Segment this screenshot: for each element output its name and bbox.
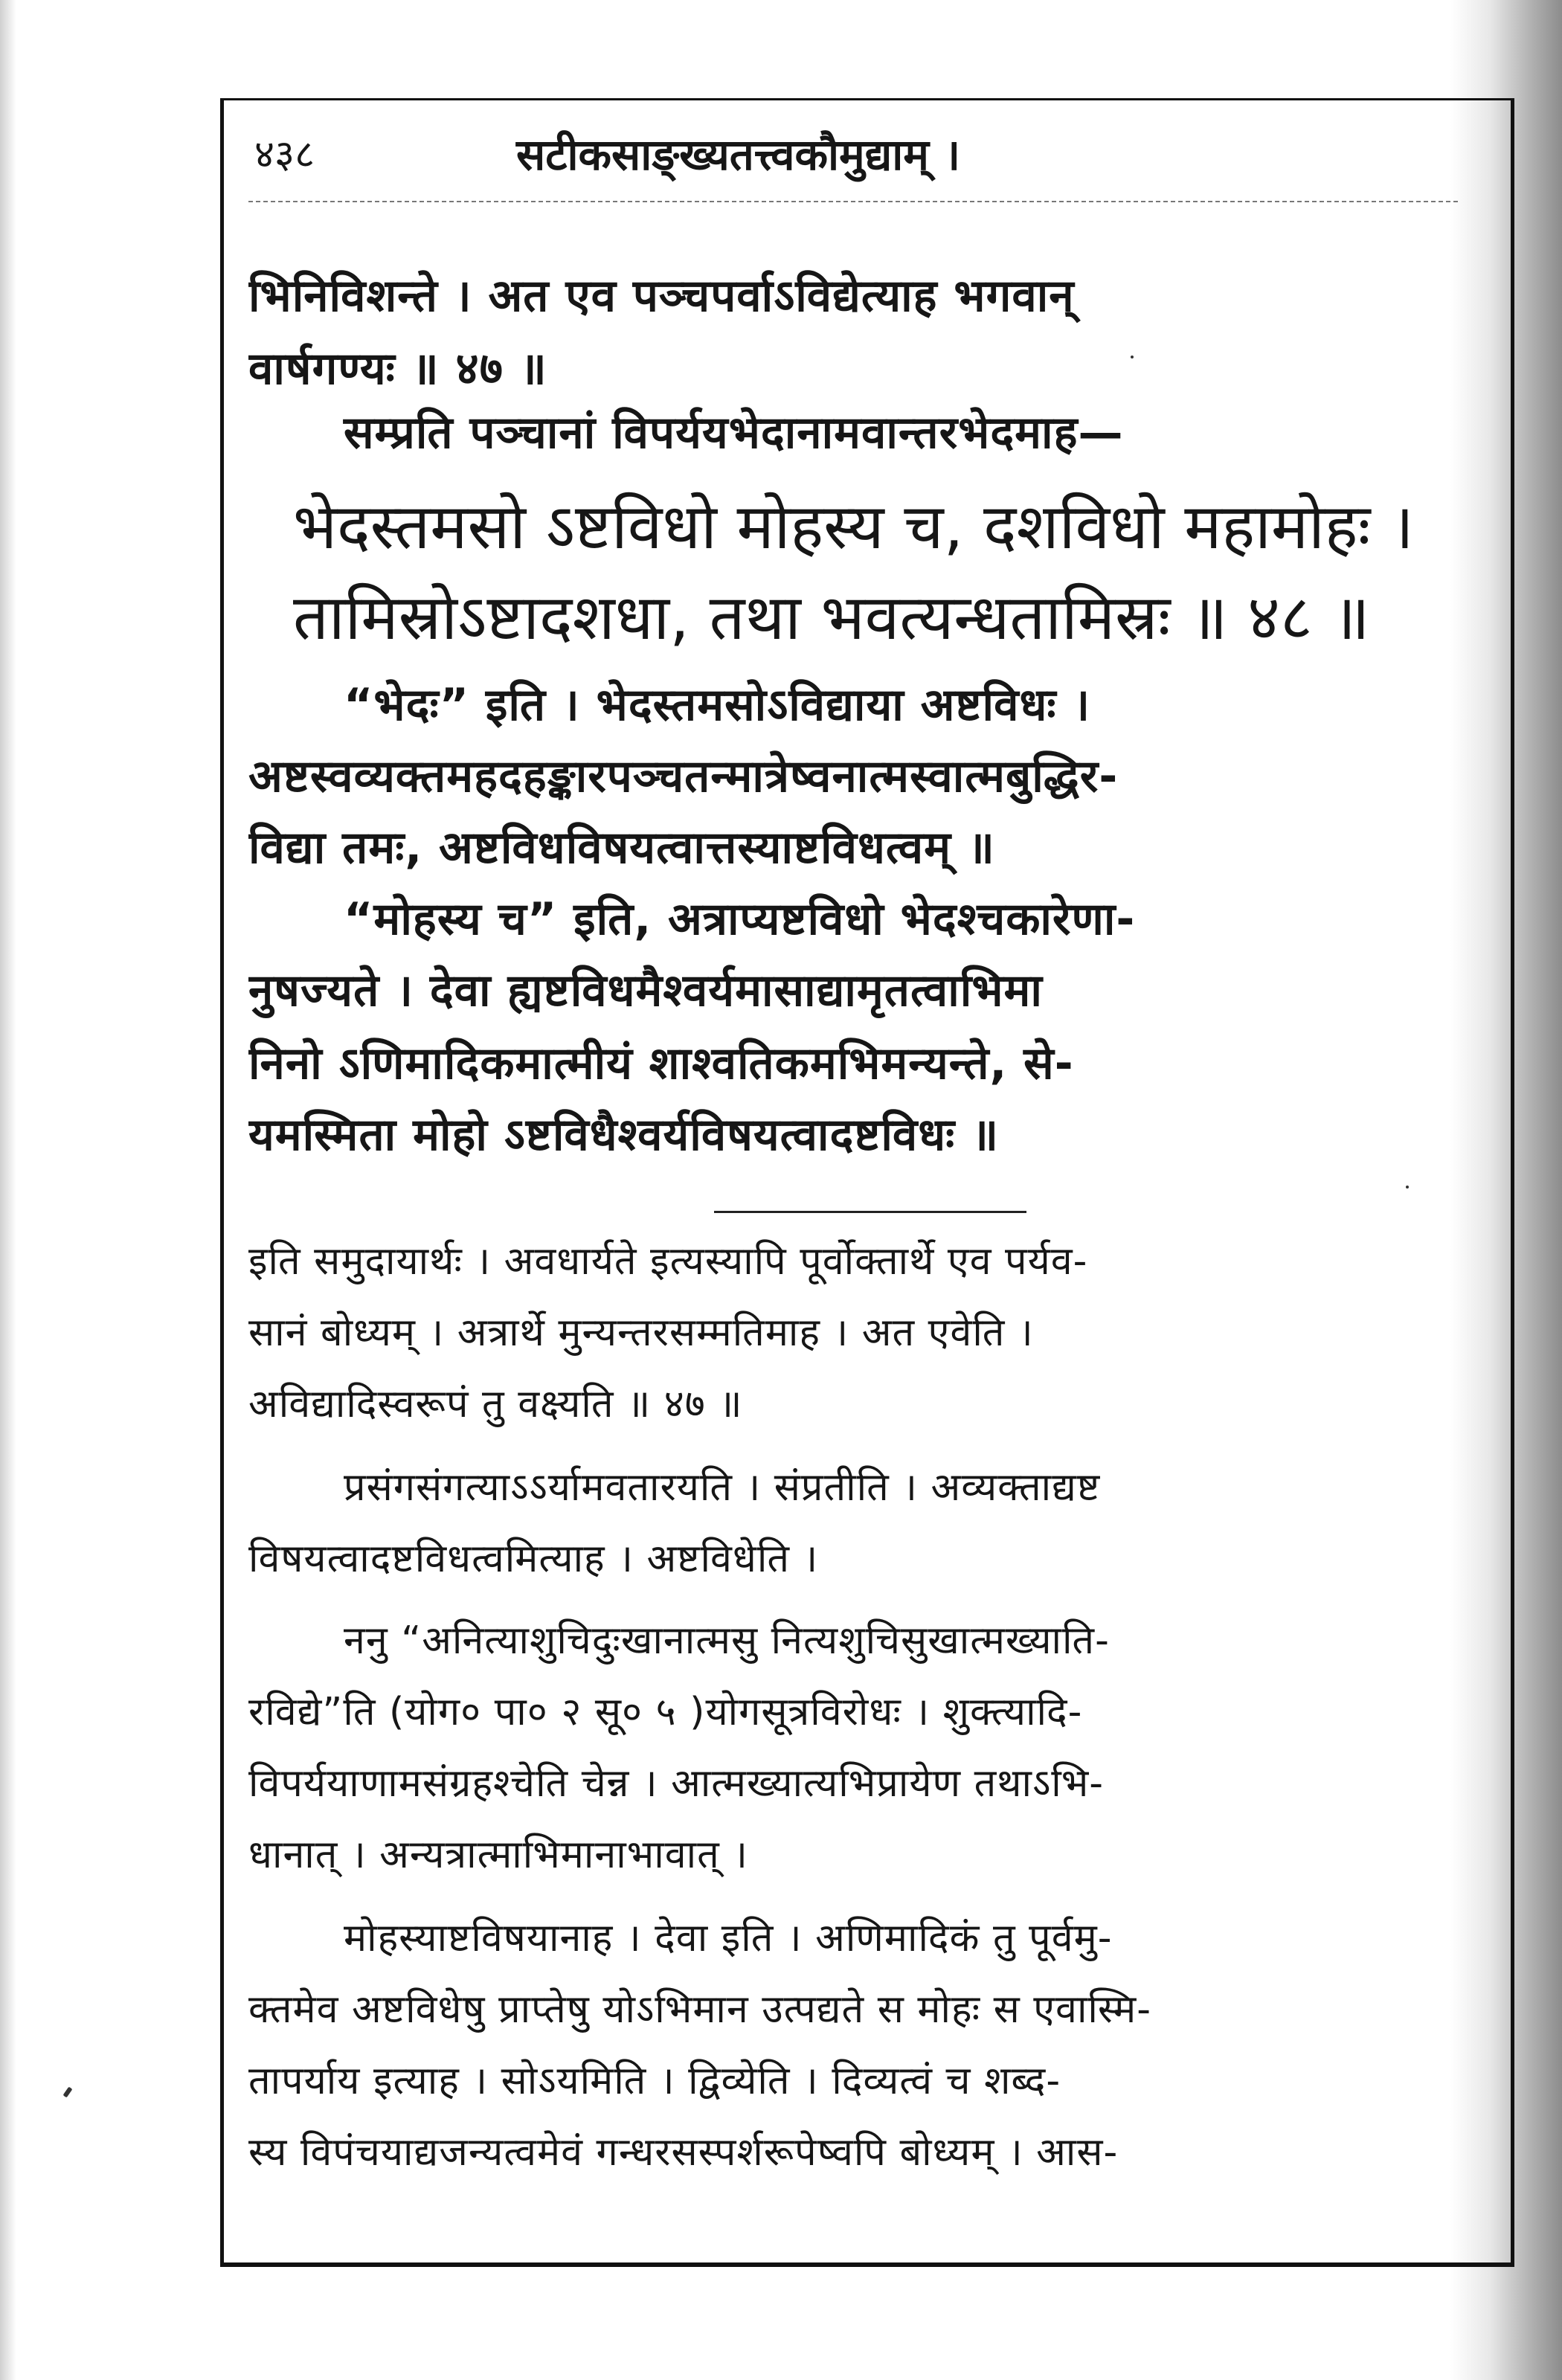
running-head <box>248 125 1483 192</box>
header-rule <box>248 201 1458 202</box>
text-line: मोहस्याष्टविषयानाह । देवा इति । अणिमादिकं तु पूर्वमु- <box>344 1916 1113 1961</box>
text-line: “मोहस्य च” इति, अत्राप्यष्टविधो भेदश्चकारेणा- <box>344 893 1136 945</box>
page-edge-left <box>0 0 16 2380</box>
text-line: “भेदः” इति । भेदस्तमसोऽविद्याया अष्टविधः । <box>344 679 1091 731</box>
text-line: नुषज्यते । देवा ह्यष्टविधमैश्वर्यमासाद्यामृतत्वाभिमा <box>248 965 1043 1017</box>
text-line: विद्या तमः, अष्टविधविषयत्वात्तस्याष्टविधत्वम् ॥ <box>248 822 995 874</box>
text-line: विपर्ययाणामसंग्रहश्चेति चेन्न । आत्मख्यात्यभिप्रायेण तथाऽभि- <box>248 1761 1105 1806</box>
text-line: रविद्ये”ति (योग० पा० २ सू० ५ )योगसूत्रविरोधः । शुक्त्यादि- <box>248 1690 1083 1734</box>
text-line: निनो ऽणिमादिकमात्मीयं शाश्वतिकमभिमन्यन्ते, से- <box>248 1038 1074 1090</box>
text-line: प्रसंगसंगत्याऽऽर्यामवतारयति । संप्रतीति । अव्यक्ताद्यष्ट <box>344 1465 1101 1510</box>
print-speck <box>63 2087 73 2098</box>
text-line: क्तमेव अष्टविधेषु प्राप्तेषु योऽभिमान उत्पद्यते स मोहः स एवास्मि- <box>248 1987 1151 2032</box>
page-number: ४३८ <box>254 132 315 177</box>
text-line: स्य विपंचयाद्यजन्यत्वमेवं गन्धरसस्पर्शरूपेष्वपि बोध्यम् । आस- <box>248 2130 1119 2175</box>
text-line: अष्टस्वव्यक्तमहदहङ्कारपञ्चतन्मात्रेष्वनात्मस्वात्मबुद्धिर- <box>248 750 1119 803</box>
print-speck <box>1131 356 1134 358</box>
text-line: तापर्याय इत्याह । सोऽयमिति । द्विव्येति । दिव्यत्वं च शब्द- <box>248 2059 1061 2103</box>
text-line: धानात् । अन्यत्रात्माभिमानाभावात् । <box>248 1833 748 1877</box>
text-line: यमस्मिता मोहो ऽष्टविधैश्वर्यविषयत्वादष्टविधः ॥ <box>248 1109 1000 1161</box>
running-title: सटीकसाङ्ख्यतत्त्वकौमुद्याम् । <box>516 129 961 180</box>
text-line: ननु “अनित्याशुचिदुःखानात्मसु नित्यशुचिसुखात्मख्याति- <box>344 1618 1110 1663</box>
text-line: सानं बोध्यम् । अत्रार्थे मुन्यन्तरसम्मतिमाह । अत एवेति । <box>248 1310 1034 1355</box>
verse-line: भेदस्तमसो ऽष्टविधो मोहस्य च, दशविधो महामोहः । <box>293 490 1414 563</box>
section-divider <box>714 1211 1026 1213</box>
text-line: भिनिविशन्ते । अत एव पञ्चपर्वाऽविद्येत्याह भगवान् <box>248 270 1075 322</box>
print-speck <box>1406 1186 1409 1189</box>
text-line: सम्प्रति पञ्चानां विपर्ययभेदानामवान्तरभेदमाह— <box>344 407 1124 459</box>
verse-line: तामिस्रोऽष्टादशधा, तथा भवत्यन्धतामिस्रः ॥ ४८ ॥ <box>293 581 1370 654</box>
text-line: वार्षगण्यः ॥ ४७ ॥ <box>248 343 547 395</box>
text-line: विषयत्वादष्टविधत्वमित्याह । अष्टविधेति । <box>248 1537 819 1581</box>
text-line: इति समुदायार्थः । अवधार्यते इत्यस्यापि पूर्वोक्तार्थे एव पर्यव- <box>248 1239 1088 1284</box>
text-line: अविद्यादिस्वरूपं तु वक्ष्यति ॥ ४७ ॥ <box>248 1382 743 1427</box>
